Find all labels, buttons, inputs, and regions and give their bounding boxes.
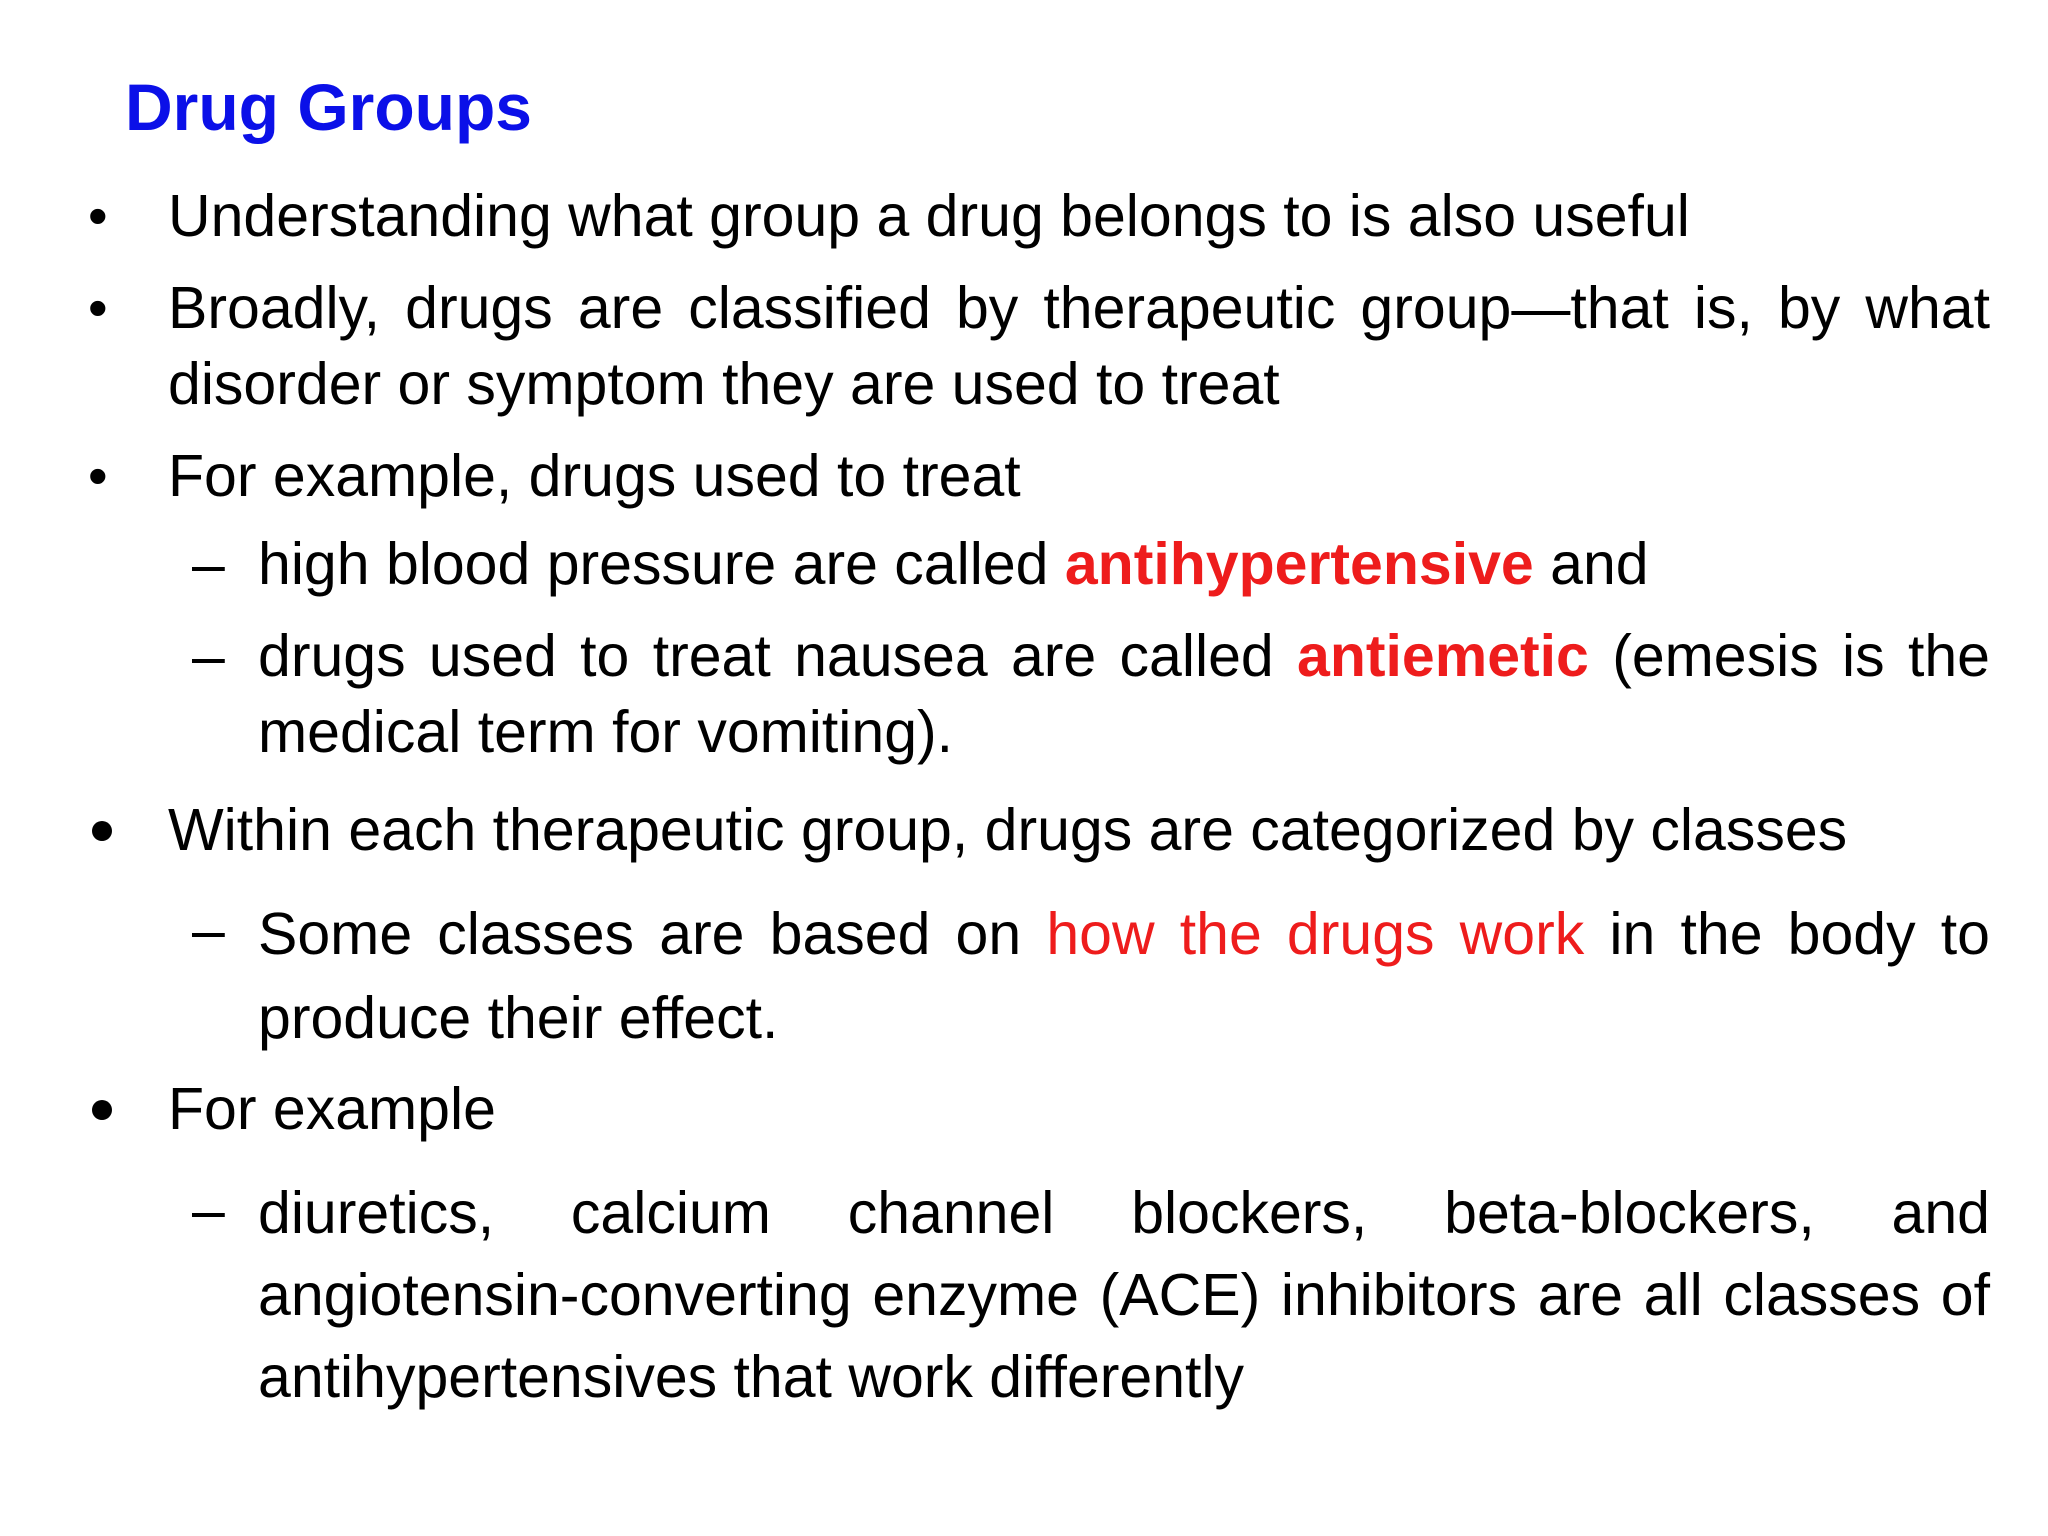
bullet-5-text: For example <box>168 1076 496 1142</box>
sub-bullet-3-1 <box>258 526 1990 602</box>
dash-marker: – <box>192 623 225 689</box>
sub-bullet-5-1: diuretics, calcium channel blockers, beta-blockers, and angiotensin-converting enzyme (ACE) inhibitors are all classes of antihypertensives that work differently <box>258 1180 1990 1410</box>
bullet-2-text: Broadly, drugs are classified by therapeutic group—that is, by what disorder or symptom they are used to treat <box>168 275 1990 417</box>
phrase-how-drugs-work: how the drugs work <box>1046 901 1585 967</box>
sub-bullet-4-1 <box>258 892 1990 1060</box>
sub-bullet-3-1-post: and <box>1533 531 1649 597</box>
bullet-3-text: For example, drugs used to treat <box>168 443 1021 509</box>
bullet-1-text: Understanding what group a drug belongs to is also useful <box>168 183 1690 249</box>
slide-title: Drug Groups <box>125 70 532 144</box>
sub-bullet-4-1-pre: Some classes are based on <box>258 901 1047 967</box>
term-antihypertensive: antihypertensive <box>1064 531 1534 597</box>
round-bullet-marker <box>92 821 112 841</box>
bullet-marker: • <box>88 276 108 339</box>
dash-marker: – <box>192 897 225 963</box>
term-antiemetic: antiemetic <box>1297 623 1589 689</box>
round-bullet-marker <box>92 1100 112 1120</box>
sub-bullet-3-2-post: (emesis is the medical term for vomiting). <box>258 623 1990 765</box>
bullet-marker: • <box>88 184 108 247</box>
bullet-4-text: Within each therapeutic group, drugs are categorized by classes <box>168 797 1848 863</box>
dash-marker: – <box>192 1177 225 1243</box>
sub-bullet-3-2 <box>258 618 1990 770</box>
sub-bullet-3-1-pre: high blood pressure are called <box>258 531 1065 597</box>
sub-bullet-4-1-post: in the body to produce their effect. <box>258 901 1990 1051</box>
dash-marker: – <box>192 531 225 597</box>
sub-bullet-3-2-pre: drugs used to treat nausea are called <box>258 623 1298 689</box>
bullet-marker: • <box>88 444 108 507</box>
